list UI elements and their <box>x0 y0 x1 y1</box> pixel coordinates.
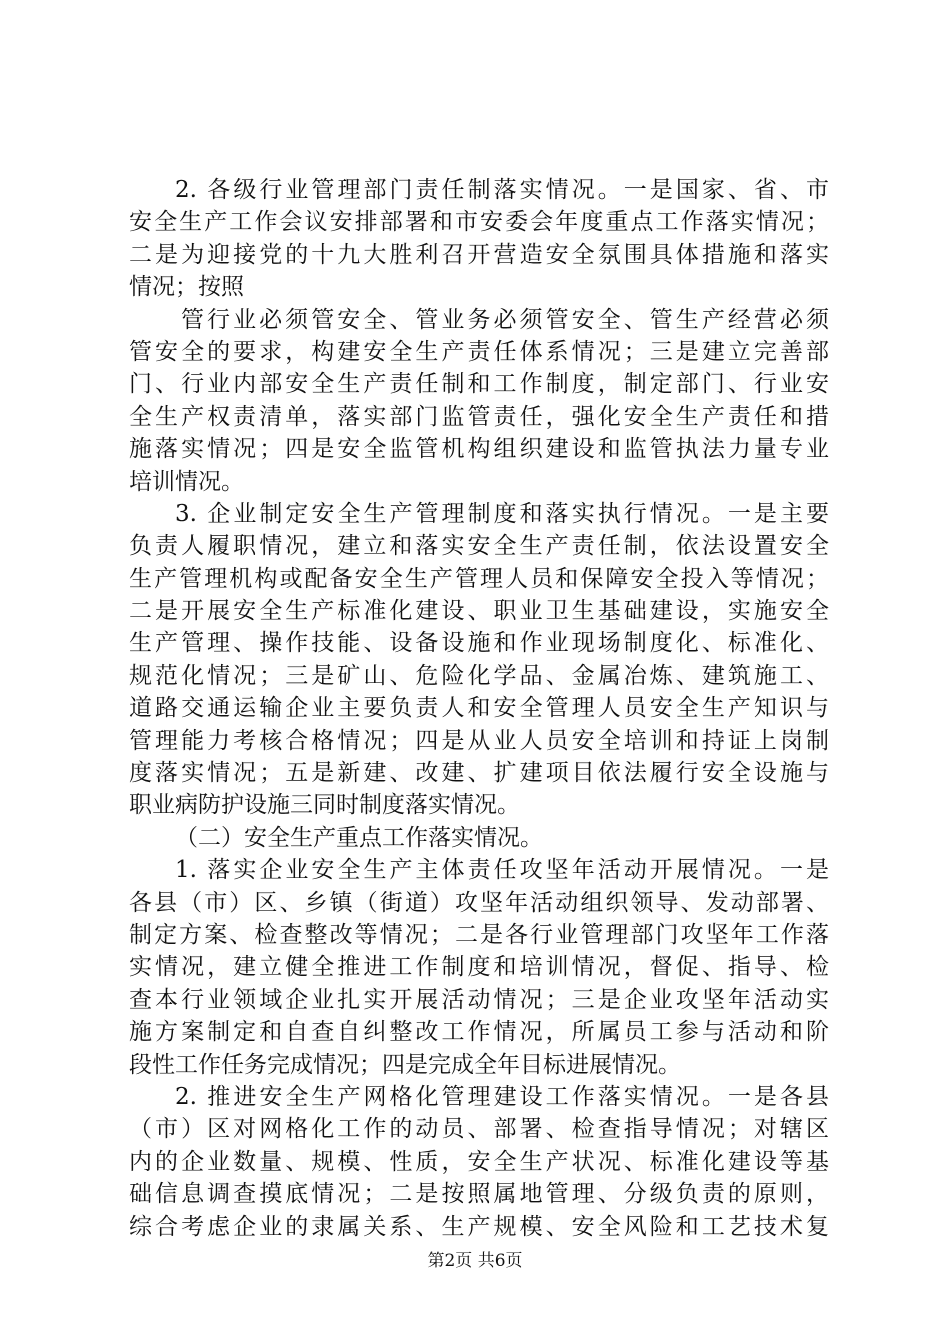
paragraph-line: 施落实情况；四是安全监管机构组织建设和监管执法力量专业 <box>129 436 829 463</box>
paragraph-line: 全生产权责清单，落实部门监管责任，强化安全生产责任和措 <box>129 403 829 430</box>
paragraph-line: 管安全的要求，构建安全生产责任体系情况；三是建立完善部 <box>129 338 829 365</box>
paragraph-line: 生产管理、操作技能、设备设施和作业现场制度化、标准化、 <box>129 630 829 657</box>
paragraph-line: 制定方案、检查整改等情况；二是各行业管理部门攻坚年工作落 <box>129 921 829 948</box>
paragraph-line: 施方案制定和自查自纠整改工作情况，所属员工参与活动和阶 <box>129 1019 829 1046</box>
paragraph-line: 段性工作任务完成情况；四是完成全年目标进展情况。 <box>129 1051 681 1078</box>
paragraph-line: 度落实情况；五是新建、改建、扩建项目依法履行安全设施与 <box>129 760 829 787</box>
paragraph-line: 管理能力考核合格情况；四是从业人员安全培训和持证上岗制 <box>129 727 829 754</box>
paragraph-line: 规范化情况；三是矿山、危险化学品、金属冶炼、建筑施工、 <box>129 662 829 689</box>
section-heading: （二）安全生产重点工作落实情况。 <box>175 824 543 851</box>
paragraph-line: 实情况，建立健全推进工作制度和培训情况，督促、指导、检 <box>129 954 829 981</box>
paragraph-line: 综合考虑企业的隶属关系、生产规模、安全风险和工艺技术复 <box>129 1213 829 1240</box>
paragraph-line: 查本行业领域企业扎实开展活动情况；三是企业攻坚年活动实 <box>129 986 829 1013</box>
paragraph-line: 负责人履职情况，建立和落实安全生产责任制，依法设置安全 <box>129 533 829 560</box>
paragraph-line: 生产管理机构或配备安全生产管理人员和保障安全投入等情况； <box>129 565 829 592</box>
paragraph-line: 管行业必须管安全、管业务必须管安全、管生产经营必须 <box>181 306 829 333</box>
document-body <box>129 174 829 1243</box>
paragraph-line: 职业病防护设施三同时制度落实情况。 <box>129 792 520 819</box>
paragraph-line: （市）区对网格化工作的动员、部署、检查指导情况；对辖区 <box>129 1116 829 1143</box>
paragraph-line: 础信息调查摸底情况；二是按照属地管理、分级负责的原则， <box>129 1181 829 1208</box>
paragraph-line: 3. 企业制定安全生产管理制度和落实执行情况。一是主要 <box>175 500 829 527</box>
paragraph-line: 各县（市）区、乡镇（街道）攻坚年活动组织领导、发动部署、 <box>129 889 829 916</box>
paragraph-line: 1. 落实企业安全生产主体责任攻坚年活动开展情况。一是 <box>175 857 829 884</box>
page-number-footer: 第2页 共6页 <box>427 1251 523 1271</box>
paragraph-line: 2. 推进安全生产网格化管理建设工作落实情况。一是各县 <box>175 1083 829 1110</box>
paragraph-line: 培训情况。 <box>129 468 244 495</box>
paragraph-line: 情况；按照 <box>129 274 244 301</box>
paragraph-line: 安全生产工作会议安排部署和市安委会年度重点工作落实情况； <box>129 209 829 236</box>
paragraph-line: 2. 各级行业管理部门责任制落实情况。一是国家、省、市 <box>175 177 829 203</box>
paragraph-line: 二是开展安全生产标准化建设、职业卫生基础建设，实施安全 <box>129 598 829 625</box>
paragraph-line: 道路交通运输企业主要负责人和安全管理人员安全生产知识与 <box>129 695 829 722</box>
paragraph-line: 门、行业内部安全生产责任制和工作制度，制定部门、行业安 <box>129 371 829 398</box>
paragraph-line: 内的企业数量、规模、性质，安全生产状况、标准化建设等基 <box>129 1148 829 1175</box>
paragraph-line: 二是为迎接党的十九大胜利召开营造安全氛围具体措施和落实 <box>129 241 829 268</box>
